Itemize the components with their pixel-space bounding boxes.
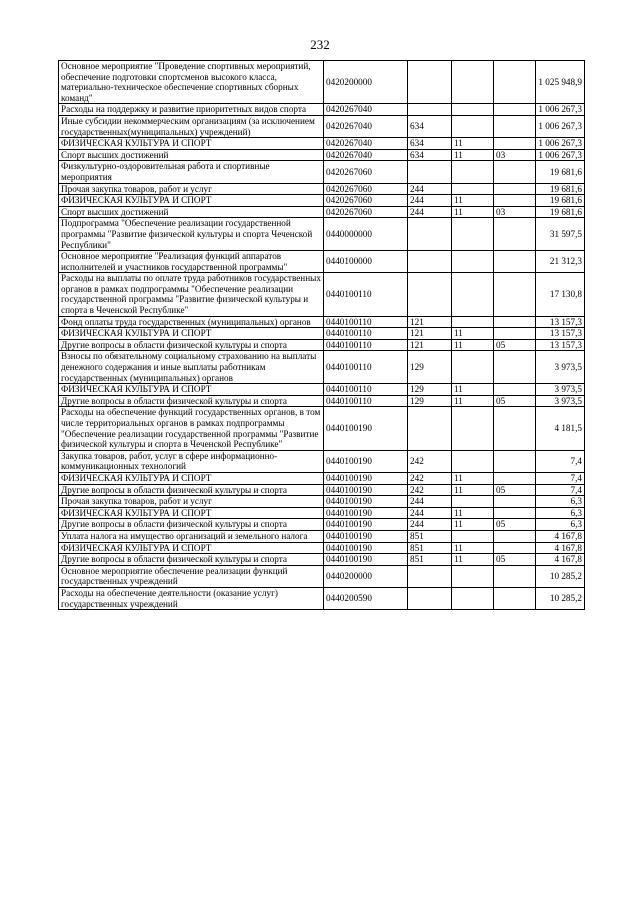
row-name: Физкультурно-оздоровительная работа и спортивные мероприятия [59,161,324,183]
amount: 13 157,3 [536,339,585,351]
target-article-code: 0440100000 [324,251,408,273]
table-row [59,218,585,251]
subsection-code [494,161,536,183]
target-article-code: 0440100190 [324,530,408,542]
section-code [452,587,494,609]
target-article-code: 0420267060 [324,206,408,218]
table-row [59,339,585,351]
table-row [59,273,585,316]
expense-type-code: 242 [408,450,452,472]
expense-type-code: 244 [408,507,452,519]
section-code: 11 [452,519,494,531]
section-code: 11 [452,507,494,519]
expense-type-code: 129 [408,351,452,384]
row-name: Другие вопросы в области физической культуры и спорта [59,484,324,496]
table-row [59,251,585,273]
target-article-code: 0420267040 [324,104,408,116]
section-code [452,61,494,104]
target-article-code: 0420200000 [324,61,408,104]
expense-type-code: 634 [408,149,452,161]
expense-type-code: 851 [408,554,452,566]
section-code: 11 [452,195,494,207]
amount: 6,3 [536,519,585,531]
table-row [59,316,585,328]
row-name: ФИЗИЧЕСКАЯ КУЛЬТУРА И СПОРТ [59,384,324,396]
budget-table-body [59,61,585,610]
target-article-code: 0440100190 [324,496,408,508]
table-row [59,587,585,609]
table-row [59,542,585,554]
amount: 31 597,5 [536,218,585,251]
target-article-code: 0440100110 [324,384,408,396]
amount: 19 681,6 [536,195,585,207]
row-name: Другие вопросы в области физической культуры и спорта [59,395,324,407]
table-row [59,472,585,484]
amount: 19 681,6 [536,183,585,195]
amount: 13 157,3 [536,328,585,340]
amount: 3 973,5 [536,384,585,396]
row-name: Прочая закупка товаров, работ и услуг [59,183,324,195]
section-code: 11 [452,149,494,161]
table-row [59,115,585,137]
section-code: 11 [452,542,494,554]
section-code [452,218,494,251]
row-name: Расходы на выплаты по оплате труда работников государственных органов в рамках подпрограммы "Обеспечение реализации государственной программы "Развитие физической культуры и спорта в Чеченской Республике" [59,273,324,316]
table-row [59,519,585,531]
row-name: ФИЗИЧЕСКАЯ КУЛЬТУРА И СПОРТ [59,542,324,554]
section-code [452,183,494,195]
section-code: 11 [452,328,494,340]
subsection-code: 05 [494,554,536,566]
table-row [59,138,585,150]
row-name: Взносы по обязательному социальному страхованию на выплаты денежного содержания и иные выплаты работникам государственных (муниципальных) органов [59,351,324,384]
amount: 7,4 [536,484,585,496]
amount: 10 285,2 [536,587,585,609]
expense-type-code [408,565,452,587]
amount: 4 167,8 [536,554,585,566]
row-name: Фонд оплаты труда государственных (муниципальных) органов [59,316,324,328]
amount: 3 973,5 [536,395,585,407]
row-name: Подпрограмма "Обеспечение реализации государственной программы "Развитие физической культуры и спорта Чеченской Республики" [59,218,324,251]
subsection-code [494,251,536,273]
subsection-code [494,587,536,609]
row-name: Основное мероприятие "Реализация функций аппаратов исполнителей и участников государственной программы" [59,251,324,273]
amount: 17 130,8 [536,273,585,316]
target-article-code: 0440100190 [324,472,408,484]
section-code [452,161,494,183]
target-article-code: 0420267040 [324,115,408,137]
table-row [59,450,585,472]
section-code [452,115,494,137]
row-name: Спорт высших достижений [59,149,324,161]
expense-type-code: 851 [408,542,452,554]
expense-type-code: 244 [408,519,452,531]
expense-type-code [408,161,452,183]
target-article-code: 0440100110 [324,339,408,351]
target-article-code: 0440100110 [324,316,408,328]
target-article-code: 0420267060 [324,183,408,195]
expense-type-code: 634 [408,115,452,137]
target-article-code: 0440100190 [324,507,408,519]
row-name: ФИЗИЧЕСКАЯ КУЛЬТУРА И СПОРТ [59,195,324,207]
subsection-code [494,115,536,137]
row-name: Спорт высших достижений [59,206,324,218]
budget-table [58,60,585,610]
expense-type-code: 121 [408,316,452,328]
subsection-code [494,530,536,542]
section-code [452,316,494,328]
table-row [59,565,585,587]
target-article-code: 0440100190 [324,484,408,496]
amount: 3 973,5 [536,351,585,384]
table-row [59,183,585,195]
section-code [452,530,494,542]
page-number: 232 [310,37,330,52]
row-name: Закупка товаров, работ, услуг в сфере информационно-коммуникационных технологий [59,450,324,472]
subsection-code: 05 [494,519,536,531]
subsection-code [494,316,536,328]
amount: 7,4 [536,450,585,472]
subsection-code: 03 [494,206,536,218]
table-row [59,530,585,542]
row-name: Другие вопросы в области физической культуры и спорта [59,519,324,531]
subsection-code [494,496,536,508]
expense-type-code: 634 [408,138,452,150]
amount: 1 006 267,3 [536,149,585,161]
expense-type-code: 244 [408,183,452,195]
amount: 1 025 948,9 [536,61,585,104]
amount: 6,3 [536,507,585,519]
target-article-code: 0420267040 [324,138,408,150]
target-article-code: 0440100190 [324,519,408,531]
table-row [59,484,585,496]
section-code [452,496,494,508]
section-code [452,104,494,116]
amount: 19 681,6 [536,161,585,183]
target-article-code: 0440100110 [324,273,408,316]
expense-type-code [408,104,452,116]
amount: 1 006 267,3 [536,115,585,137]
subsection-code: 05 [494,484,536,496]
target-article-code: 0440100110 [324,395,408,407]
table-row [59,149,585,161]
row-name: Другие вопросы в области физической культуры и спорта [59,554,324,566]
table-row [59,554,585,566]
section-code: 11 [452,484,494,496]
subsection-code [494,183,536,195]
subsection-code [494,472,536,484]
section-code: 11 [452,384,494,396]
subsection-code [494,407,536,450]
row-name: ФИЗИЧЕСКАЯ КУЛЬТУРА И СПОРТ [59,507,324,519]
amount: 4 167,8 [536,530,585,542]
row-name: Расходы на обеспечение функций государственных органов, в том числе территориальных органов в рамках подпрограммы "Обеспечение реализации государственной программы "Развитие физической культуры и спорта в Чеченской Республике" [59,407,324,450]
section-code: 11 [452,339,494,351]
row-name: Основное мероприятие "Проведение спортивных мероприятий, обеспечение подготовки спортсменов высокого класса, материально-техническое обеспечение спортивных сборных команд" [59,61,324,104]
table-row [59,161,585,183]
table-row [59,395,585,407]
expense-type-code: 242 [408,472,452,484]
subsection-code [494,195,536,207]
target-article-code: 0440100190 [324,407,408,450]
table-row [59,61,585,104]
target-article-code: 0420267060 [324,161,408,183]
subsection-code [494,273,536,316]
subsection-code [494,450,536,472]
expense-type-code: 129 [408,395,452,407]
expense-type-code [408,61,452,104]
target-article-code: 0440200590 [324,587,408,609]
table-row [59,496,585,508]
section-code: 11 [452,138,494,150]
row-name: Уплата налога на имущество организаций и земельного налога [59,530,324,542]
row-name: Основное мероприятие обеспечение реализации функций государственных учреждений [59,565,324,587]
expense-type-code [408,273,452,316]
table-row [59,351,585,384]
table-row [59,507,585,519]
amount: 6,3 [536,496,585,508]
section-code: 11 [452,206,494,218]
subsection-code: 03 [494,149,536,161]
row-name: ФИЗИЧЕСКАЯ КУЛЬТУРА И СПОРТ [59,472,324,484]
amount: 4 181,5 [536,407,585,450]
subsection-code: 05 [494,339,536,351]
subsection-code [494,351,536,384]
subsection-code [494,328,536,340]
section-code [452,351,494,384]
row-name: Расходы на обеспечение деятельности (оказание услуг) государственных учреждений [59,587,324,609]
table-row [59,407,585,450]
section-code [452,407,494,450]
row-name: Иные субсидии некоммерческим организациям (за исключением государственных(муниципальных) учреждений) [59,115,324,137]
target-article-code: 0440100190 [324,450,408,472]
table-row [59,384,585,396]
expense-type-code: 244 [408,195,452,207]
amount: 21 312,3 [536,251,585,273]
target-article-code: 0440100190 [324,554,408,566]
row-name: Другие вопросы в области физической культуры и спорта [59,339,324,351]
subsection-code [494,218,536,251]
row-name: Прочая закупка товаров, работ и услуг [59,496,324,508]
target-article-code: 0440000000 [324,218,408,251]
section-code: 11 [452,554,494,566]
expense-type-code [408,218,452,251]
section-code: 11 [452,472,494,484]
expense-type-code: 851 [408,530,452,542]
amount: 4 167,8 [536,542,585,554]
table-row [59,206,585,218]
expense-type-code [408,251,452,273]
section-code [452,450,494,472]
row-name: ФИЗИЧЕСКАЯ КУЛЬТУРА И СПОРТ [59,328,324,340]
target-article-code: 0440200000 [324,565,408,587]
target-article-code: 0420267060 [324,195,408,207]
table-row [59,195,585,207]
amount: 19 681,6 [536,206,585,218]
expense-type-code: 121 [408,339,452,351]
expense-type-code: 121 [408,328,452,340]
expense-type-code [408,587,452,609]
expense-type-code [408,407,452,450]
target-article-code: 0440100110 [324,328,408,340]
subsection-code: 05 [494,395,536,407]
target-article-code: 0420267040 [324,149,408,161]
expense-type-code: 129 [408,384,452,396]
subsection-code [494,565,536,587]
section-code [452,565,494,587]
target-article-code: 0440100190 [324,542,408,554]
subsection-code [494,61,536,104]
target-article-code: 0440100110 [324,351,408,384]
subsection-code [494,507,536,519]
row-name: Расходы на поддержку и развитие приоритетных видов спорта [59,104,324,116]
subsection-code [494,542,536,554]
amount: 1 006 267,3 [536,138,585,150]
section-code [452,251,494,273]
section-code: 11 [452,395,494,407]
subsection-code [494,138,536,150]
expense-type-code: 244 [408,496,452,508]
amount: 1 006 267,3 [536,104,585,116]
table-row [59,328,585,340]
expense-type-code: 244 [408,206,452,218]
subsection-code [494,384,536,396]
row-name: ФИЗИЧЕСКАЯ КУЛЬТУРА И СПОРТ [59,138,324,150]
section-code [452,273,494,316]
table-row [59,104,585,116]
amount: 7,4 [536,472,585,484]
subsection-code [494,104,536,116]
amount: 10 285,2 [536,565,585,587]
expense-type-code: 242 [408,484,452,496]
amount: 13 157,3 [536,316,585,328]
